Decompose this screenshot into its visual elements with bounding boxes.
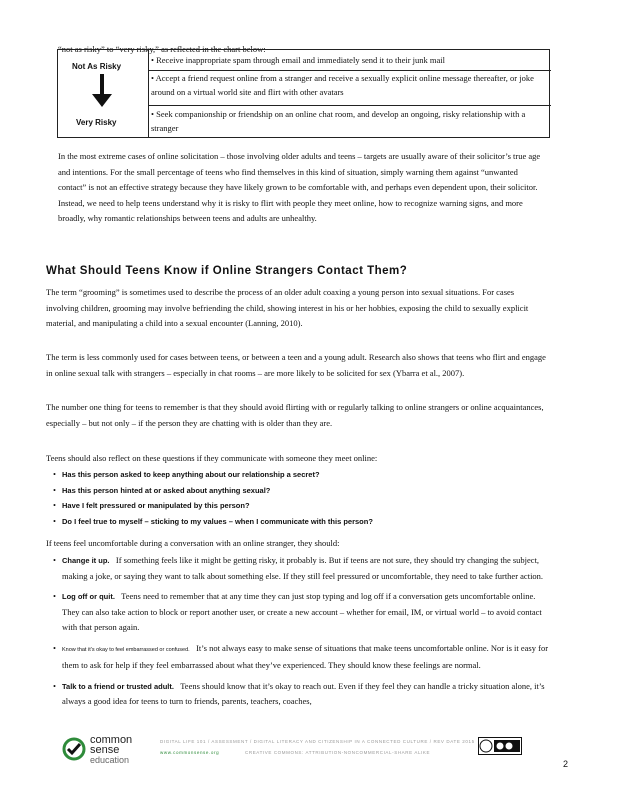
action-text: Teens need to remember that at any time they can just stop typing and log off if a conversation gets uncomfortable online. They can also take action to block or report another user, or create a new account – whether for email, IM, or virtual world – to avoid contact with that person again.	[62, 591, 542, 632]
risk-scale-table	[57, 49, 550, 138]
paragraph-uncomfortable: If teens feel uncomfortable during a conversation with an online stranger, they should:	[46, 538, 340, 548]
risk-scale-axis	[58, 50, 149, 137]
risk-row-2: • Accept a friend request online from a stranger and receive a sexually explicit online message thereafter, or joke around on a virtual world site and flirt with other avatars	[149, 71, 551, 106]
down-arrow-icon	[91, 74, 113, 108]
logo-line-1: common	[90, 734, 133, 746]
creative-commons-badge-icon	[478, 737, 522, 755]
action-lead: Log off or quit.	[62, 592, 115, 601]
paragraph-number-one: The number one thing for teens to remember is that they should avoid flirting with or regularly talking to online strangers or online acquaintances, especially – but not only – if the person they are chatting with is older than they are.	[46, 402, 544, 428]
paragraph-extreme-cases: In the most extreme cases of online solicitation – those involving older adults and teens – targets are usually aware of their solicitor’s true age and intentions. For the small percentage of teens who find themselves in this kind of situation, simply warning them against “unwanted contact” is not an effective strategy because they have likely grown to be comfortable with, and perhaps even dependent upon, their solicitor. Instead, we need to help teens understand why it is risky to flirt with people they meet online, how to recognize warning signs, and more broadly, why romantic relationships between teens and adults are unhealthy.	[58, 151, 541, 223]
footer-meta: DIGITAL LIFE 101 / ASSESSMENT / DIGITAL LITERACY AND CITIZENSHIP IN A CONNECTED CULTURE / REV DATE 2015	[160, 739, 475, 744]
list-item	[50, 483, 550, 499]
risk-row-1-text: Receive inappropriate spam through email and immediately send it to their junk mail	[156, 55, 446, 65]
list-item	[50, 467, 550, 483]
logo-line-3: education	[90, 755, 130, 765]
paragraph-grooming: The term “grooming” is sometimes used to describe the process of an older adult coaxing a young person into sexual situations. For cases involving children, grooming may involve befriending the child, showing interest in his or her hobbies, exposing the child to sexually explicit material, and manipulating a child into a sexual encounter (Lanning, 2010).	[46, 287, 529, 328]
common-sense-logo	[62, 735, 152, 769]
list-item	[50, 553, 550, 584]
page-number: 2	[563, 759, 569, 769]
action-lead: Know that it’s okay to feel embarrassed or confused.	[62, 646, 190, 653]
action-lead: Change it up.	[62, 556, 110, 565]
action-lead: Talk to a friend or trusted adult.	[62, 681, 174, 691]
question-text: Has this person hinted at or asked about anything sexual?	[62, 485, 271, 495]
actions-list	[50, 553, 550, 710]
footer-license: CREATIVE COMMONS: ATTRIBUTION-NONCOMMERCIAL-SHARE ALIKE	[245, 750, 431, 755]
risk-row-3-text: Seek companionship or friendship on an online chat room, and develop an ongoing, risky relationship with a stranger	[151, 109, 526, 133]
intro-line: “not as risky” to “very risky,” as reflected in the chart below:	[58, 43, 266, 54]
not-as-risky-label: Not As Risky	[72, 62, 122, 71]
footer-site-link[interactable]: www.commonsense.org	[160, 750, 220, 755]
section-heading: What Should Teens Know if Online Strangers Contact Them?	[46, 265, 408, 277]
question-text: Do I feel true to myself – sticking to my values – when I communicate with this person?	[62, 516, 373, 526]
list-item	[50, 679, 550, 710]
risk-row-3: • Seek companionship or friendship on an online chat room, and develop an ongoing, risky relationship with a stranger	[151, 109, 526, 133]
checkmark-circle-icon	[62, 737, 86, 761]
logo-line-2: sense	[90, 744, 120, 756]
very-risky-label: Very Risky	[76, 118, 117, 127]
paragraph-reflect: Teens should also reflect on these questions if they communicate with someone they meet online:	[46, 453, 378, 463]
question-text: Has this person asked to keep anything about our relationship a secret?	[62, 470, 320, 479]
list-item	[50, 498, 550, 514]
risk-row-2-text: Accept a friend request online from a stranger and receive a sexually explicit online message thereafter, or joke around on a virtual world site and flirt with other avatars	[151, 73, 534, 97]
question-text: Have I felt pressured or manipulated by this person?	[62, 501, 250, 510]
questions-list	[50, 467, 550, 529]
action-text: If something feels like it might be getting risky, it probably is. But if teens are not sure, they should try changing the subject, making a joke, or saying they want to talk about something else. If they still feel pressured or uncomfortable, they need to take further action.	[62, 555, 544, 581]
list-item	[50, 641, 550, 674]
list-item	[50, 514, 550, 530]
paragraph-teens: The term is less commonly used for cases between teens, or between a teen and a young adult. Research also shows that teens who flirt and engage in online sexual talk with strangers – especially in chat rooms – are more likely to be solicited for sex (Ybarra et al., 2007).	[46, 352, 546, 378]
action-text: Teens should know that it’s okay to reach out. Even if they feel they can handle a tricky situation alone, it’s always a good idea for teens to turn to friends, parents, teachers, coaches,	[62, 680, 545, 706]
list-item	[50, 589, 550, 636]
action-text: It’s not always easy to make sense of situations that make teens uncomfortable online. Nor is it easy for them to ask for help if they feel embarrassed about what they’ve experienced. They should know these feelings are normal.	[62, 642, 549, 670]
risk-row-1: • Receive inappropriate spam through email and immediately send it to their junk mail	[149, 53, 551, 71]
